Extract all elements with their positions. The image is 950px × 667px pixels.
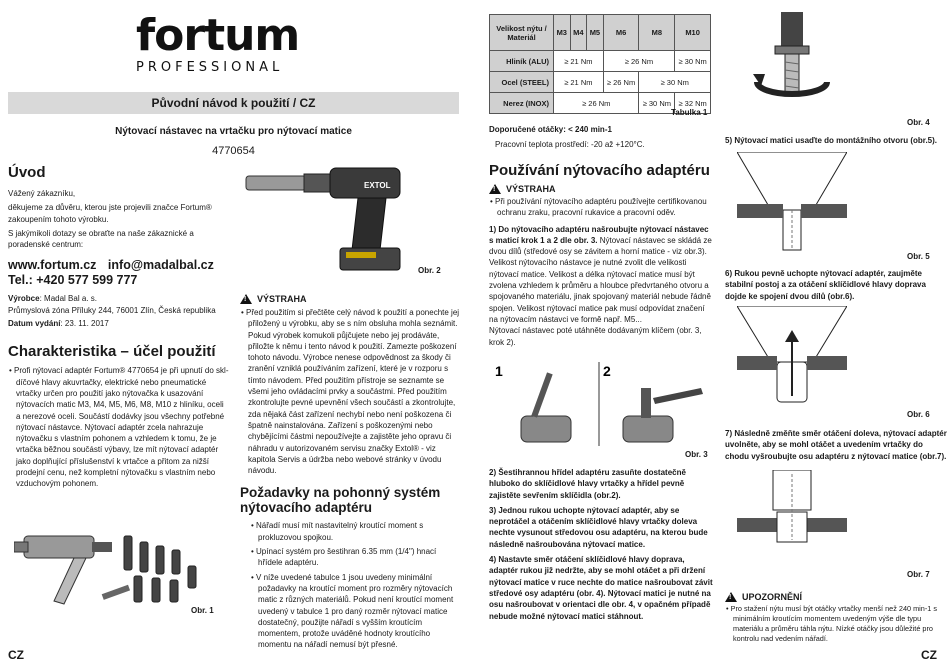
figure-1-caption: Obr. 1 xyxy=(191,606,214,615)
intro-heading: Úvod xyxy=(8,164,46,181)
table-cell: ≥ 30 Nm xyxy=(639,93,675,114)
website-link[interactable]: www.fortum.cz xyxy=(8,258,97,273)
figure-4-thread-nut xyxy=(737,12,847,120)
usage-warning-body: Při používání nýtovacího adaptéru používejte certifikovanou ochranu zraku, pracovní rukavice a pracovní oděv. xyxy=(495,197,707,218)
step-1-text: Nýtovací nástavec se skládá ze dvou dílů (středové osy se závitem a horní matice - viz obr.3). Velikost nýtovacího nástavce je nutné zvolit dle velikosti nýtovací matice. Velikost a délka nýtovací matice musí být zvolena vzhledem k průměru a hloubce předvrtaného otvoru a spojovaného materiálu, jinak spojovaný materiál nebude řádně spojen. Velikost nýtovací matice pak musí odpovídat značení na nýtovacím nástavci ve formě např. M5... xyxy=(489,235,712,324)
table-cell: ≥ 21 Nm xyxy=(554,51,604,72)
table-material: Ocel (STEEL) xyxy=(490,72,554,93)
step-3: 3) Jednou rukou uchopte nýtovací adaptér, aby se neprotáčel a otáčením sklíčidlové hlavy vrtačky doleva nechte vysunout středovou osu adaptéru, na kterou bude následně našroubována nýtovací matice. xyxy=(489,505,708,549)
table-size-m3: M3 xyxy=(554,15,571,51)
intro-greeting: Vážený zákazníku, xyxy=(8,189,76,198)
temperature-spec: Pracovní teplota prostředí: -20 až +120°C. xyxy=(495,140,645,150)
product-subtitle: Nýtovací nástavec na vrtačku pro nýtovací matice xyxy=(115,126,352,137)
table-size-m6: M6 xyxy=(603,15,639,51)
requirement-1-text: Nářadí musí mít nastavitelný kroutící moment s prokluzovou spojkou. xyxy=(256,521,424,542)
step-1-bold: 1) Do nýtovacího adaptéru našroubujte nýtovací nástavec s maticí krok 1 a 2 dle obr. 3. xyxy=(489,224,709,245)
table-cell: ≥ 30 Nm xyxy=(639,72,711,93)
table-cell: ≥ 30 Nm xyxy=(675,51,711,72)
drill-brand-label: EXTOL xyxy=(364,181,391,190)
usage-heading: Používání nýtovacího adaptéru xyxy=(489,162,710,179)
warning-triangle-icon: ! xyxy=(489,184,501,194)
table-cell: ≥ 26 Nm xyxy=(554,93,639,114)
notice-label: UPOZORNĚNÍ xyxy=(742,592,803,602)
table-cell: ≥ 21 Nm xyxy=(554,72,604,93)
torque-table xyxy=(489,14,711,114)
notice-section xyxy=(725,592,947,644)
figure-3-step-1: 1 xyxy=(495,363,503,379)
requirement-1: • Nářadí musí mít nastavitelný kroutící moment s prokluzovou spojkou. xyxy=(251,521,424,542)
table-material: Hliník (ALU) xyxy=(490,51,554,72)
step-2: 2) Šestihrannou hřídel adaptéru zasuňte dostatečně hluboko do sklíčidlové hlavy vrtačky a hřídel pevně zajistěte sevřením sklíčidla (obr.2). xyxy=(489,468,686,500)
issue-date-label: Datum vydání xyxy=(8,319,61,329)
usage-warning-text: • Při používání nýtovacího adaptéru používejte certifikovanou ochranu zraku, pracovní rukavice a pracovní oděv. xyxy=(490,197,707,218)
manufacturer-label: Výrobce xyxy=(8,294,40,304)
issue-date-value: : 23. 11. 2017 xyxy=(60,319,109,329)
warning-label: VÝSTRAHA xyxy=(257,294,307,304)
figure-2-drill-with-adapter xyxy=(240,162,452,280)
table-size-m4: M4 xyxy=(570,15,587,51)
notice-text: • Pro stažení nýtu musí být otáčky vrtačky menší než 240 min-1 s minimálním kroutícím momentem uvedeným výše dle typu materiálu a průměru táhla nýtu. Nízké otáčky jsou důležité pro kontrolu nad vedením nářadí. xyxy=(726,604,938,643)
right-page xyxy=(475,0,950,667)
step-6: 6) Rukou pevně uchopte nýtovací adaptér, zaujměte stabilní postoj a za otáčení sklíčidlové hlavy doprava dojde ke spojení dvou dílů (obr.6). xyxy=(725,269,926,301)
warning-section xyxy=(240,294,462,651)
figure-6-caption: Obr. 6 xyxy=(907,410,930,419)
notice-triangle-icon: ! xyxy=(725,592,737,602)
figure-7-released xyxy=(737,470,847,566)
product-code: 4770654 xyxy=(212,145,255,157)
figure-5-caption: Obr. 5 xyxy=(907,252,930,261)
characteristics-body: Profi nýtovací adaptér Fortum® 4770654 je při upnutí do skldíčové hlavy akuvrtačky, elektrické nebo pneumatické vrtačky určen pro použití jako nýtovačka k usazování nýtovacích matic M3, M4, M5, M6, M8, M10 z hliníku, oceli a nerezové oceli. Součástí dodávky jsou všechny potřebné nýtovací nástavce. Nýtovací adaptér zcela nahrazuje nýtovačku s vlastním pohonem a vzhledem k tomu, že je vrtačka běžnou součástí výbavy, lze mít nýtovací adaptér jako doplňující příslušenství k vrtačce a přitom za nižší prodejní cenu, než kompletní nýtovačku s vlastním nebo vzduchovým pohonem. xyxy=(14,366,229,489)
usage-warning-label: VÝSTRAHA xyxy=(506,184,556,194)
logo-word: fortum xyxy=(136,10,300,61)
speed-label: Doporučené otáčky: xyxy=(489,125,566,134)
intro-section xyxy=(8,164,230,490)
figure-2-caption: Obr. 2 xyxy=(418,266,441,275)
manufacturer-value: : Madal Bal a. s. xyxy=(39,294,97,304)
requirement-2-text: Upínací systém pro šestihran 6.35 mm (1/4") hnací hřídele adaptéru. xyxy=(256,547,437,568)
warning-text: • Před použitím si přečtěte celý návod k použití a ponechte jej přiložený u výrobku, aby se s ním obsluha mohla seznámit. Pokud výrobek komukoli půjčujete nebo jej prodáváte, přiložte k němu i tento návod k použití. Zamezte poškození tohoto návodu. Výrobce nenese odpovědnost za škody či zranění vzniklá používáním zařízení, které je v rozporu s tímto návodem. Před použitím přístroje se seznamte se všemi jeho ovládacími prvky a součástmi. Před použitím zkontrolujte pevné upevnění všech součástí a zkontrolujte, zda nějaká část zařízení nechybí nebo není poškozena či špatně nainstalována. Zařízení s poškozenými nebo chybějícími částmi nepoužívejte a zajistěte jeho opravu či náhradu v autorizovaném servisu značky Extol® - viz kapitola Servis a údržba nebo webové stránky v úvodu návodu. xyxy=(241,308,460,476)
step-7: 7) Následně změňte směr otáčení doleva, nýtovací adaptér uvolněte, aby se mohl otáčet a uvedením vrtačky do chodu vyšroubujte osu adaptéru z nýtovací matice (obr.7). xyxy=(725,429,947,461)
table-cell: ≥ 26 Nm xyxy=(603,72,639,93)
table-row xyxy=(490,51,711,72)
table-header-label: Velikost nýtu / Materiál xyxy=(490,15,554,51)
manufacturer-address: Průmyslová zóna Příluky 244, 76001 Zlín, Česká republika xyxy=(8,305,216,315)
figure-6-pulling-rivet xyxy=(737,306,847,406)
table-size-m5: M5 xyxy=(587,15,604,51)
requirement-3: • V níže uvedené tabulce 1 jsou uvedeny minimální požadavky na kroutící moment pro rozměry nýtovacích matic z různých materiálů. Pokud není kroutící moment uvedený v tabulce 1 pro daný rozměr nýtovací matice dostatečný, použijte nářadí s vyšším kroutícím momentem, protože uváděné hodnoty kroutícího momentu na nářadí nemusí být přesné. xyxy=(251,572,454,650)
requirements-heading: Požadavky na pohonný systém nýtovacího adaptéru xyxy=(240,485,441,516)
step-5: 5) Nýtovací matici usaďte do montážního otvoru (obr.5). xyxy=(725,136,937,145)
table-cell: ≥ 32 Nm xyxy=(675,93,711,114)
table-caption: Tabulka 1 xyxy=(671,108,708,117)
left-footer-lang: CZ xyxy=(8,648,24,662)
table-size-m10: M10 xyxy=(675,15,711,51)
intro-thanks: děkujeme za důvěru, kterou jste projevili značce Fortum® zakoupením tohoto výrobku. xyxy=(8,203,212,224)
figure-5-nut-in-hole xyxy=(737,152,847,252)
intro-contact: S jakýmikoli dotazy se obraťte na naše zákaznické a poradenské centrum: xyxy=(8,228,194,250)
warning-body: Před použitím si přečtěte celý návod k použití a ponechte jej přiložený u výrobku, aby se s ním obsluha mohla seznámit. Pokud výrobek komukoli půjčujete nebo jej prodáváte, přiložte k němu i tento návod k použití. Zamezte poškození tohoto návodu. Výrobce nenese odpovědnost za škody či zranění vzniklá používáním zařízení, které je v rozporu s tímto návodem. Před použitím přístroje se seznamte se všemi jeho ovládacími prvky a součástmi. Před použitím zkontrolujte pevné upevnění všech součástí a zkontrolujte, zda nějaká část zařízení nechybí nebo není poškozena či špatně nainstalována. Zařízení s poškozenými nebo chybějícími částmi nepoužívejte a zajistěte jeho opravu či náhradu v autorizovaném servisu značky Extol® - viz kapitola Servis a údržba nebo webové stránky v úvodu návodu. xyxy=(246,308,460,476)
figure-4-caption: Obr. 4 xyxy=(907,118,930,127)
characteristics-heading: Charakteristika – účel použití xyxy=(8,343,216,361)
figure-1-rivet-adapter-kit xyxy=(14,506,214,616)
table-row xyxy=(490,72,711,93)
document-banner: Původní návod k použití / CZ xyxy=(8,92,459,114)
step-4: 4) Nastavte směr otáčení sklíčidlové hlavy doprava, adaptér rukou již nedržte, aby se mohl otáčet a při držení nýtovací matice v ruce nechte do matice našroubovat závit středové osy adaptéru (obr. 4). Nýtovací matici je nutné na osu našroubovat v orientaci dle obr. 4, v opačném případě nebude možné nýtovací matici stáhnout. xyxy=(489,555,713,621)
table-cell: ≥ 26 Nm xyxy=(603,51,675,72)
figure-7-caption: Obr. 7 xyxy=(907,570,930,579)
speed-value: < 240 min-1 xyxy=(565,125,612,134)
table-material: Nerez (INOX) xyxy=(490,93,554,114)
figure-3-step-2: 2 xyxy=(603,363,611,379)
email-link[interactable]: info@madalbal.cz xyxy=(107,258,214,273)
figure-3-caption: Obr. 3 xyxy=(685,450,708,459)
characteristics-text: • Profi nýtovací adaptér Fortum® 4770654 je při upnutí do skldíčové hlavy akuvrtačky, elektrické nebo pneumatické vrtačky určen pro použití jako nýtovačka k usazování nýtovacích matic M3, M4, M5, M6, M8, M10 z hliníku, oceli a nerezové oceli. Součástí dodávky jsou všechny potřebné nýtovací nástavce. Nýtovací adaptér zcela nahrazuje nýtovačku s vlastním pohonem a vzhledem k tomu, že je vrtačka běžnou součástí výbavy, lze mít nýtovací adaptér jako doplňující příslušenství k vrtačce a přitom za nižší prodejní cenu, než kompletní nýtovačku s vlastním nebo vzduchovým pohonem. xyxy=(9,366,229,489)
specs xyxy=(489,124,711,151)
right-footer-lang: CZ xyxy=(921,648,937,662)
fortum-logo xyxy=(136,10,336,76)
table-size-m8: M8 xyxy=(639,15,675,51)
usage-section xyxy=(489,162,713,348)
requirement-3-text: V níže uvedené tabulce 1 jsou uvedeny minimální požadavky na kroutící moment pro rozměry nýtovacích matic z různých materiálů. Pokud není kroutící moment uvedený v tabulce 1 pro daný rozměr nýtovací matice dostatečný, použijte nářadí s vyšším kroutícím momentem, protože uváděné hodnoty kroutícího momentu na nářadí nemusí být přesné. xyxy=(256,572,454,650)
notice-body: Pro stažení nýtu musí být otáčky vrtačky menší než 240 min-1 s minimálním kroutícím momentem uvedeným výše dle typu materiálu a průměru táhla nýtu. Nízké otáčky jsou důležité pro kontrolu nad vedením nářadí. xyxy=(730,604,938,643)
figure-3-attachment-steps xyxy=(491,358,711,450)
steps-2-4 xyxy=(489,467,713,625)
logo-professional: PROFESSIONAL xyxy=(136,60,284,75)
requirement-2: • Upínací systém pro šestihran 6.35 mm (1/4") hnací hřídele adaptéru. xyxy=(251,547,437,568)
warning-triangle-icon: ! xyxy=(240,294,252,304)
phone-number: Tel.: +420 577 599 777 xyxy=(8,273,138,288)
step-1-end: Nýtovací nástavec poté utáhněte dodávaným klíčem (obr. 3, krok 2). xyxy=(489,326,702,347)
